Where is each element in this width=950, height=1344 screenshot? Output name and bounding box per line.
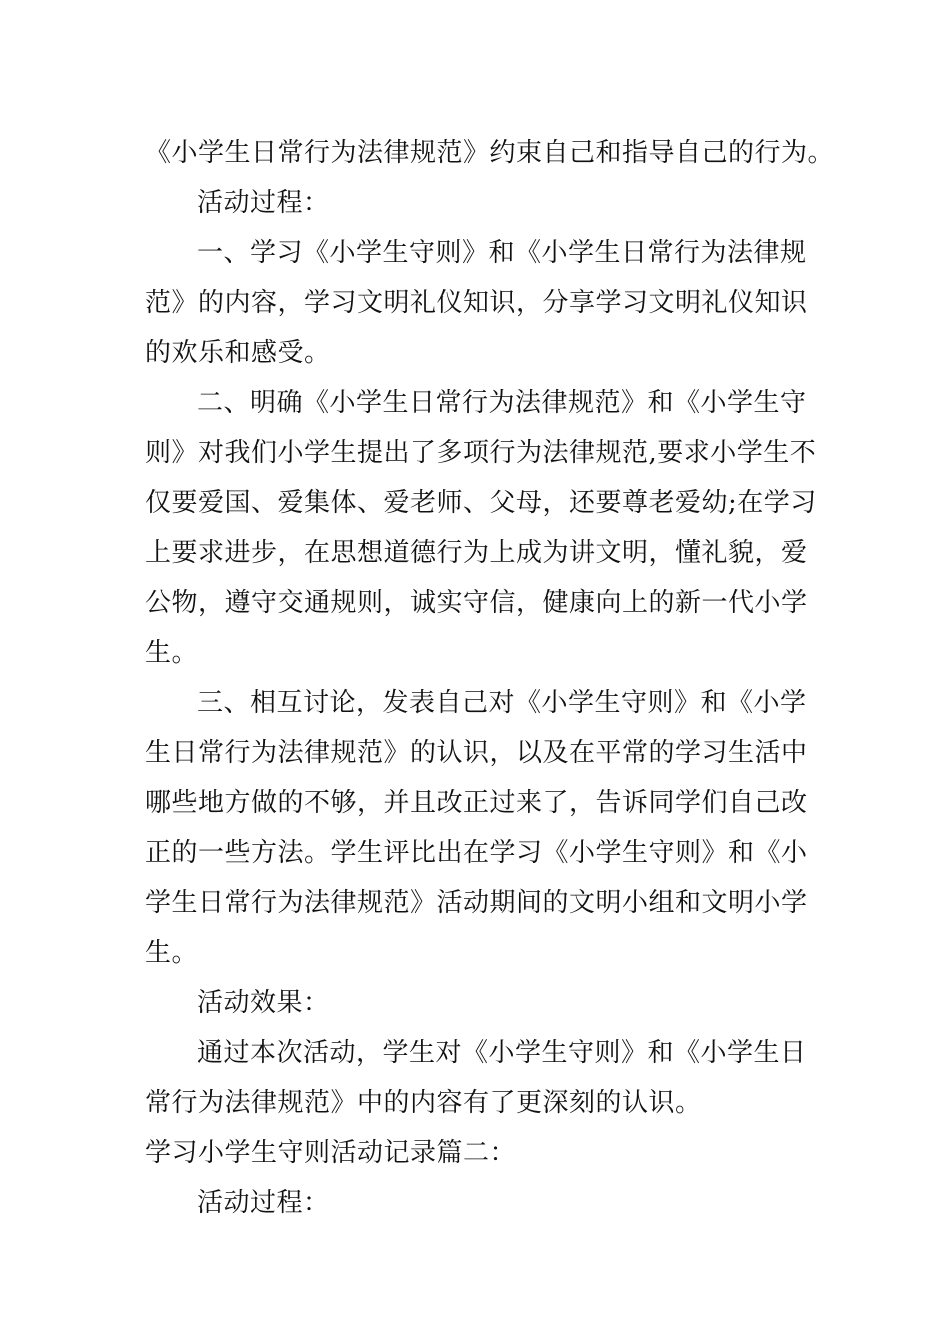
text-line: 学生日常行为法律规范》活动期间的文明小组和文明小学	[145, 888, 808, 918]
text-line: 正的一些方法。学生评比出在学习《小学生守则》和《小	[145, 838, 808, 868]
text-line: 生。	[145, 938, 199, 968]
text-line: 则》对我们小学生提出了多项行为法律规范,要求小学生不	[145, 438, 817, 468]
section-heading: 活动过程：	[197, 188, 330, 218]
text-line: 的欢乐和感受。	[145, 338, 331, 368]
text-line: 常行为法律规范》中的内容有了更深刻的认识。	[145, 1088, 702, 1118]
text-line: 《小学生日常行为法律规范》约束自己和指导自己的行为。	[145, 138, 835, 168]
text-line: 生日常行为法律规范》的认识，以及在平常的学习生活中	[145, 738, 808, 768]
document-body	[145, 128, 835, 1228]
article-heading: 学习小学生守则活动记录篇二：	[145, 1138, 517, 1168]
text-line: 上要求进步，在思想道德行为上成为讲文明，懂礼貌，爱	[145, 538, 808, 568]
text-line: 三、相互讨论，发表自己对《小学生守则》和《小学	[197, 688, 807, 718]
section-heading: 活动效果：	[197, 988, 330, 1018]
text-line: 通过本次活动，学生对《小学生守则》和《小学生日	[197, 1038, 807, 1068]
text-line: 范》的内容，学习文明礼仪知识，分享学习文明礼仪知识	[145, 288, 808, 318]
text-line: 仅要爱国、爱集体、爱老师、父母，还要尊老爱幼;在学习	[145, 488, 817, 518]
text-line: 一、学习《小学生守则》和《小学生日常行为法律规	[197, 238, 807, 268]
text-line: 生。	[145, 638, 199, 668]
text-line: 哪些地方做的不够，并且改正过来了，告诉同学们自己改	[145, 788, 808, 818]
section-heading: 活动过程：	[197, 1188, 330, 1218]
text-line: 公物，遵守交通规则，诚实守信，健康向上的新一代小学	[145, 588, 808, 618]
text-line: 二、明确《小学生日常行为法律规范》和《小学生守	[197, 388, 807, 418]
